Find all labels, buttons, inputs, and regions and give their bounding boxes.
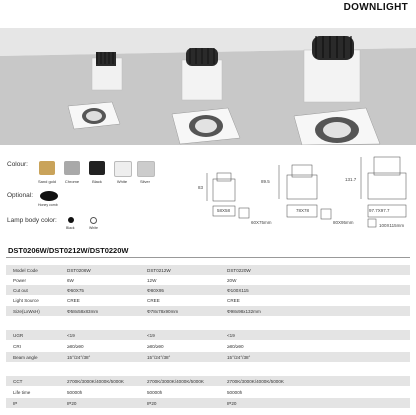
table-cell: ≥80/≥90 [67, 343, 84, 349]
silver-swatch [137, 161, 155, 177]
drawing-height: 89.5 [261, 179, 270, 184]
table-cell: Φ60X75 [67, 287, 84, 293]
table-row [6, 306, 410, 316]
table-cell: 50000h [147, 389, 163, 395]
table-cell: IP [13, 400, 18, 406]
white-swatch [114, 161, 132, 177]
table-cell: ≥80/≥90 [147, 343, 164, 349]
divider [6, 257, 410, 258]
table-cell: Power [13, 277, 27, 283]
table-cell: Beam angle [13, 354, 38, 360]
colour-label: Colour: [7, 161, 28, 168]
table-cell: 15°/24°/38° [227, 354, 251, 360]
drawing-cutout: 100X115mm [379, 223, 405, 228]
table-cell: CCT [13, 378, 23, 384]
sand-gold-swatch [39, 161, 55, 175]
white-body-label: White [89, 226, 98, 230]
table-cell: Cut out [13, 287, 28, 293]
table-cell: DST0220W [227, 267, 251, 273]
table-cell: Life time [13, 389, 31, 395]
table-cell: <19 [227, 332, 235, 338]
table-row [6, 352, 410, 362]
table-cell: 2700K/3000K/4000K/5000K [147, 378, 204, 384]
table-cell: CRI [13, 343, 21, 349]
table-cell: Light Source [13, 297, 39, 303]
black-swatch [89, 161, 105, 175]
honeycomb-icon [40, 191, 58, 201]
table-row [6, 376, 410, 386]
table-row [6, 295, 410, 305]
table-row [6, 275, 410, 285]
swatch-label: Black [92, 179, 102, 184]
section-title: DST0206W/DST0212W/DST0220W [8, 246, 129, 255]
drawing-cutout: 80X95mm [333, 220, 354, 225]
table-cell: 50000h [227, 389, 243, 395]
chrome-swatch [64, 161, 80, 175]
table-cell: 12W [147, 277, 157, 283]
table-cell: 15°/24°/38° [147, 354, 171, 360]
table-cell: <19 [67, 332, 75, 338]
table-cell: CREE [67, 297, 80, 303]
table-cell: DST0212W [147, 267, 171, 273]
table-cell: <19 [147, 332, 155, 338]
table-cell: IP20 [227, 400, 237, 406]
table-cell: 20W [227, 277, 237, 283]
table-cell: Size(LxWxH) [13, 308, 40, 314]
table-cell: 2700K/3000K/4000K/5000K [227, 378, 284, 384]
table-cell: Φ80X95 [147, 287, 164, 293]
table-cell: 2700K/3000K/4000K/5000K [67, 378, 124, 384]
table-cell: IP20 [67, 400, 77, 406]
drawing-height: 83 [198, 185, 204, 190]
black-body-label: Black [66, 226, 75, 230]
optional-label: Optional: [7, 192, 34, 199]
black-body-dot [68, 217, 74, 223]
swatch-label: White [116, 179, 128, 184]
table-cell: 50000h [67, 389, 83, 395]
table-cell: ≥80/≥90 [227, 343, 244, 349]
drawing-large [361, 157, 406, 227]
table-cell: 15°/24°/38° [67, 354, 91, 360]
table-cell: Φ58x58x83mm [67, 308, 99, 314]
drawing-cutout: 60X75mm [251, 220, 272, 225]
table-cell: Model Code [13, 267, 38, 273]
swatch-label: Sand gold [37, 179, 56, 184]
table-cell: Φ98x98x132mm [227, 308, 261, 314]
table-row [6, 341, 410, 351]
drawing-size: 78X78 [296, 208, 310, 213]
white-body-dot [90, 217, 97, 224]
technical-drawings [195, 155, 410, 230]
lamp-body-label: Lamp body color: [7, 217, 57, 224]
table-row [6, 330, 410, 340]
table-cell: CREE [147, 297, 160, 303]
table-row [6, 398, 410, 408]
honeycomb-label: Honey comb [38, 203, 58, 207]
page-title: DOWNLIGHT [343, 2, 408, 13]
swatch-label: Silver [139, 179, 150, 184]
table-row [6, 387, 410, 397]
drawing-size: 97.7X97.7 [369, 208, 390, 213]
table-cell: Φ78x78x90mm [147, 308, 179, 314]
table-cell: 6W [67, 277, 74, 283]
hero-image [0, 28, 416, 145]
downlight-products-illustration [0, 28, 416, 145]
table-cell: DST0206W [67, 267, 91, 273]
table-cell: CREE [227, 297, 240, 303]
table-cell: UGR [13, 332, 24, 338]
table-cell: Φ100X115 [227, 287, 249, 293]
table-row [6, 265, 410, 275]
swatch-label: Chrome [64, 179, 80, 184]
drawing-height: 131.7 [345, 177, 357, 182]
table-cell: IP20 [147, 400, 157, 406]
table-row [6, 285, 410, 295]
drawing-size: 58X58 [217, 208, 231, 213]
